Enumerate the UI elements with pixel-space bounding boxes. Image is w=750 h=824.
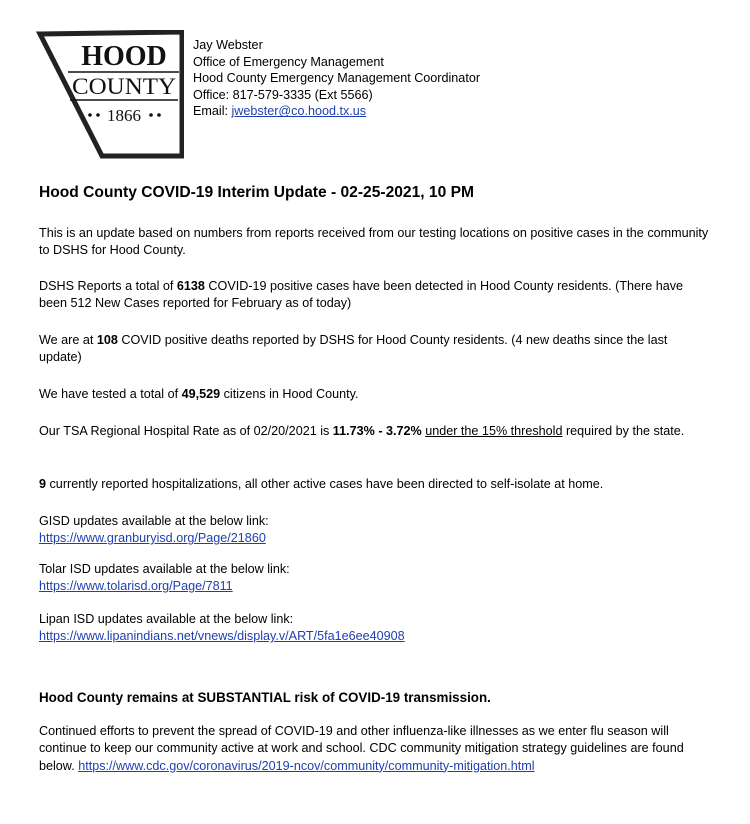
cdc-link[interactable]: https://www.cdc.gov/coronavirus/2019-ncov/community/community-mitigation.html [78, 758, 535, 773]
closing-paragraph [39, 723, 711, 775]
deaths-post: COVID positive deaths reported by DSHS for Hood County residents. (4 new deaths since the last update) [39, 333, 668, 365]
deaths-value: 108 [96, 333, 118, 347]
deaths-pre: We are at [39, 333, 97, 347]
hospitalizations-post: currently reported hospitalizations, all other active cases have been directed to self-isolate at home. [46, 477, 604, 491]
logo-line1: HOOD [81, 41, 167, 72]
gisd-link-block [39, 513, 711, 548]
cases-pre: DSHS Reports a total of [39, 279, 177, 293]
contact-email-link[interactable]: jwebster@co.hood.tx.us [231, 104, 367, 119]
tested-paragraph [39, 386, 711, 403]
tested-pre: We have tested a total of [39, 387, 182, 401]
hospital-rate-value: 11.73% - 3.72% [332, 424, 422, 438]
tested-value: 49,529 [181, 387, 221, 401]
closing-text: Continued efforts to prevent the spread of COVID-19 and other influenza-like illnesses as we enter flu season will continue to keep our community active at work and school. CDC community mitigation strategy guidelines are found below. [39, 724, 684, 773]
contact-block [193, 37, 480, 120]
page-title: Hood County COVID-19 Interim Update - 02-25-2021, 10 PM [39, 184, 474, 201]
risk-heading: Hood County remains at SUBSTANTIAL risk of COVID-19 transmission. [39, 690, 491, 705]
contact-name: Jay Webster [193, 38, 263, 52]
hospitalizations-paragraph [39, 476, 711, 493]
gisd-label: GISD updates available at the below link: [39, 514, 269, 528]
intro-paragraph: This is an update based on numbers from reports received from our testing locations on positive cases in the community to DSHS for Hood County. [39, 226, 709, 258]
lipan-label: Lipan ISD updates available at the below link: [39, 612, 294, 626]
contact-office: Office of Emergency Management [193, 54, 384, 69]
tolar-label: Tolar ISD updates available at the below link: [39, 562, 290, 576]
hospital-rate-paragraph [39, 423, 711, 440]
logo-line2: COUNTY [72, 74, 177, 99]
lipan-link-block [39, 611, 711, 646]
deaths-paragraph [39, 332, 711, 367]
logo-year: 1866 [107, 106, 141, 125]
hospital-rate-post: required by the state. [562, 424, 685, 438]
hood-county-logo [34, 30, 184, 160]
hospital-rate-threshold: under the 15% threshold [425, 424, 563, 438]
cases-paragraph [39, 278, 711, 313]
tolar-link-block [39, 561, 711, 596]
gisd-link[interactable]: https://www.granburyisd.org/Page/21860 [39, 531, 266, 546]
cases-value: 6138 [176, 279, 205, 293]
hospitalizations-value: 9 [39, 477, 47, 491]
tested-post: citizens in Hood County. [220, 387, 359, 401]
contact-role: Hood County Emergency Management Coordinator [193, 71, 481, 86]
hospital-rate-pre: Our TSA Regional Hospital Rate as of 02/20/2021 is [39, 424, 333, 438]
cases-post: COVID-19 positive cases have been detected in Hood County residents. (There have been 512 New Cases reported for February as of today) [39, 279, 684, 311]
contact-email-label: Email: [193, 104, 232, 119]
contact-phone: Office: 817-579-3335 (Ext 5566) [193, 87, 373, 102]
tolar-link[interactable]: https://www.tolarisd.org/Page/7811 [39, 579, 233, 594]
contact-email-row [193, 103, 480, 120]
lipan-link[interactable]: https://www.lipanindians.net/vnews/display.v/ART/5fa1e6ee40908 [39, 629, 405, 644]
